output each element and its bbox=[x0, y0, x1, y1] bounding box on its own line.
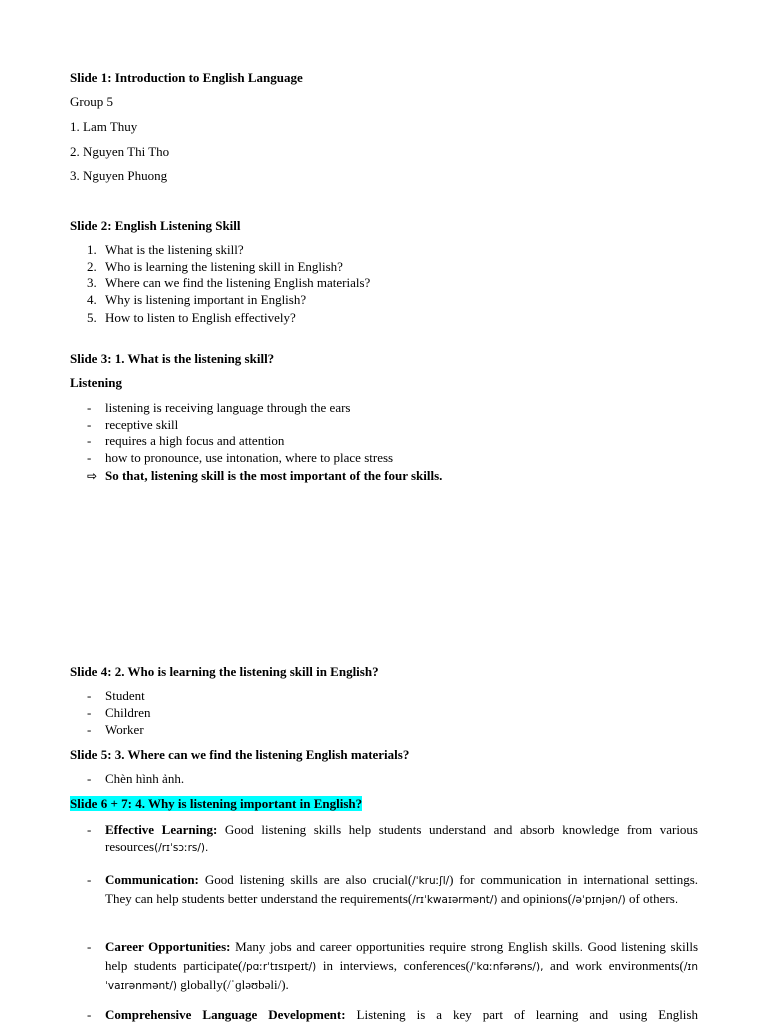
slide3-subheading: Listening bbox=[70, 375, 123, 390]
paragraph-career-opportunities: - Career Opportunities: Many jobs and career opportunities require strong English skills. Good listening skills help students participate(/pɑːrˈtɪsɪpeɪt/) in interviews, conferences(/ˈkɑːnfərəns/), and work environments(/ɪnˈvaɪrənmənt/) globally(/ˈɡləʊbəli/). bbox=[87, 939, 698, 992]
paragraph-effective-learning: - Effective Learning: Good listening skills help students understand and absorb knowledge from various resources(/rɪˈsɔːrs/). bbox=[87, 822, 698, 854]
list-item: - requires a high focus and attention bbox=[87, 433, 285, 448]
slide5-heading: Slide 5: 3. Where can we find the listening English materials? bbox=[70, 747, 410, 762]
list-item: - Children bbox=[87, 705, 151, 720]
list-item: - Student bbox=[87, 688, 145, 703]
list-item: 5. How to listen to English effectively? bbox=[87, 310, 296, 325]
list-item: - receptive skill bbox=[87, 417, 179, 432]
member-3: 3. Nguyen Phuong bbox=[70, 168, 168, 183]
slide2-heading: Slide 2: English Listening Skill bbox=[70, 218, 241, 233]
list-item: 1. What is the listening skill? bbox=[87, 242, 244, 257]
group-label: Group 5 bbox=[70, 94, 113, 109]
paragraph-comprehensive-language: - Comprehensive Language Development: Listening is a key part of learning and using English bbox=[87, 1007, 698, 1022]
slide3-heading: Slide 3: 1. What is the listening skill? bbox=[70, 351, 275, 366]
list-item: 3. Where can we find the listening English materials? bbox=[87, 275, 371, 290]
list-item: - how to pronounce, use intonation, where to place stress bbox=[87, 450, 394, 465]
arrow-right-icon: ⇨ bbox=[87, 469, 98, 483]
list-item: 4. Why is listening important in English? bbox=[87, 292, 307, 307]
member-2: 2. Nguyen Thi Tho bbox=[70, 144, 170, 159]
list-item: - Worker bbox=[87, 722, 144, 737]
slide4-heading: Slide 4: 2. Who is learning the listening skill in English? bbox=[70, 664, 379, 679]
slide1-heading: Slide 1: Introduction to English Language bbox=[70, 70, 303, 85]
list-item: - Chèn hình ảnh. bbox=[87, 771, 185, 786]
list-item: - listening is receiving language through the ears bbox=[87, 400, 351, 415]
slide67-heading: Slide 6 + 7: 4. Why is listening important in English? bbox=[70, 796, 363, 811]
paragraph-communication: - Communication: Good listening skills are also crucial(/ˈkruːʃl/) for communication in international settings. They can help students better understand the requirements(/rɪˈkwaɪərmənt/) and opinions(/əˈpɪnjən/) of others. bbox=[87, 872, 698, 906]
list-item: 2. Who is learning the listening skill in English? bbox=[87, 259, 343, 274]
member-1: 1. Lam Thuy bbox=[70, 119, 138, 134]
conclusion-line: ⇨ So that, listening skill is the most important of the four skills. bbox=[87, 468, 443, 483]
